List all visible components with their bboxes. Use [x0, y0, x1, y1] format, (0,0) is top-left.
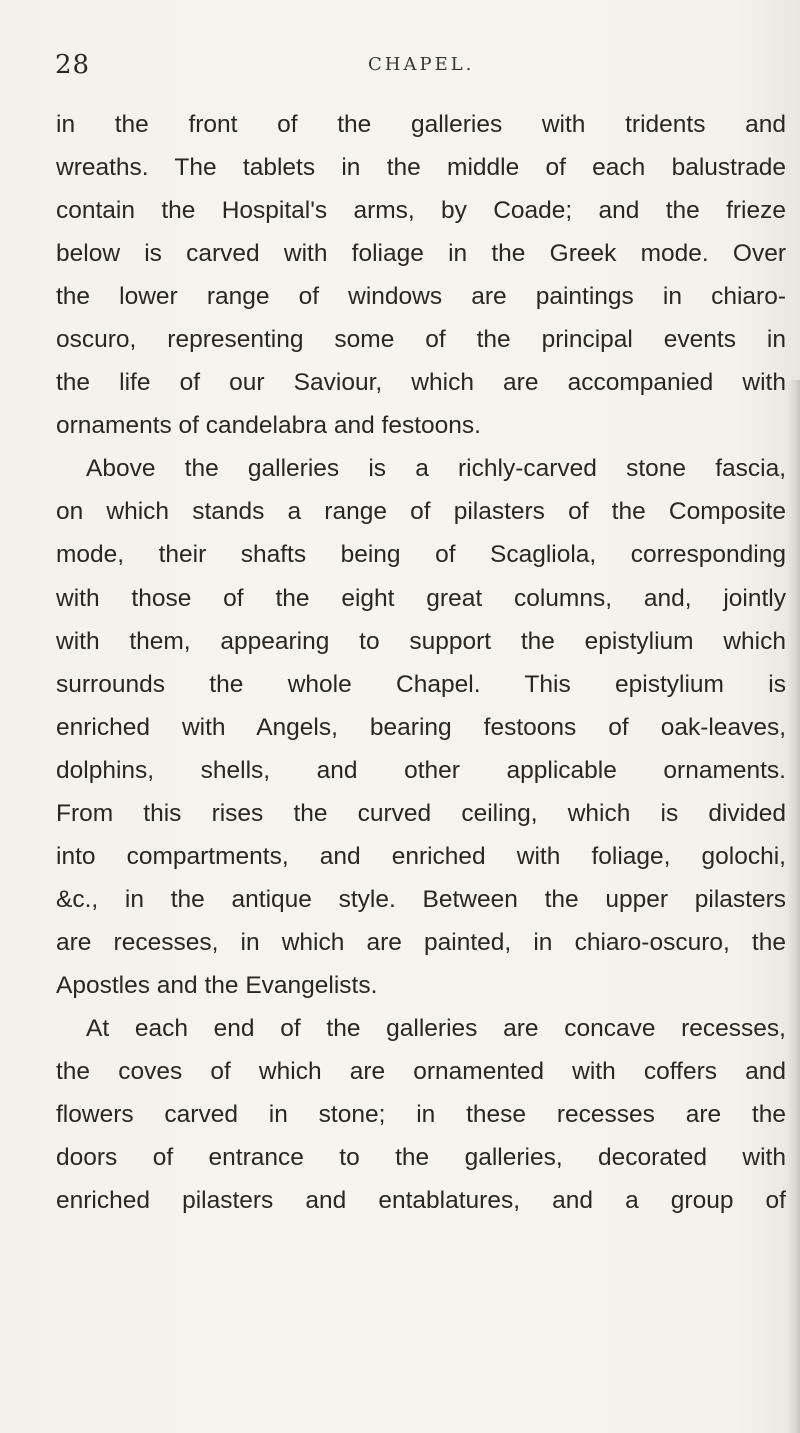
text-line: From this rises the curved ceiling, which is divided — [56, 799, 786, 827]
text-line: dolphins, shells, and other applicable ornaments. — [56, 756, 786, 784]
body-text — [56, 103, 786, 1222]
text-line: contain the Hospital's arms, by Coade; and the frieze — [56, 197, 786, 225]
text-line: below is carved with foliage in the Greek mode. Over — [56, 240, 786, 268]
text-line: At each end of the galleries are concave recesses, — [86, 1014, 786, 1042]
text-line: with those of the eight great columns, and, jointly — [56, 584, 786, 612]
text-line: oscuro, representing some of the principal events in — [56, 326, 786, 354]
running-head: CHAPEL. — [368, 54, 475, 75]
page-edge-shadow — [786, 380, 800, 1433]
text-line: in the front of the galleries with tridents and — [56, 111, 786, 138]
text-line: the life of our Saviour, which are accompanied with — [56, 369, 786, 397]
page-header — [55, 50, 755, 90]
text-line: surrounds the whole Chapel. This epistylium is — [56, 670, 786, 698]
text-line: into compartments, and enriched with foliage, golochi, — [56, 842, 786, 870]
text-line: the coves of which are ornamented with coffers and — [56, 1058, 786, 1086]
page-number: 28 — [55, 50, 91, 80]
text-line: flowers carved in stone; in these recesses are the — [56, 1101, 786, 1129]
text-line: ornaments of candelabra and festoons. — [56, 412, 481, 440]
text-line: mode, their shafts being of Scagliola, corresponding — [56, 541, 786, 569]
text-line: with them, appearing to support the epistylium which — [56, 627, 786, 655]
text-line: &c., in the antique style. Between the upper pilasters — [56, 885, 786, 913]
text-line: on which stands a range of pilasters of the Composite — [56, 498, 786, 526]
text-line: Above the galleries is a richly-carved stone fascia, — [86, 455, 786, 483]
text-line: the lower range of windows are paintings in chiaro- — [56, 283, 786, 311]
text-line: are recesses, in which are painted, in chiaro-oscuro, the — [56, 928, 786, 956]
text-line: enriched pilasters and entablatures, and a group of — [56, 1187, 786, 1215]
text-line: enriched with Angels, bearing festoons of oak-leaves, — [56, 713, 786, 741]
text-line: Apostles and the Evangelists. — [56, 971, 378, 999]
text-line: wreaths. The tablets in the middle of each balustrade — [56, 154, 786, 182]
text-line: doors of entrance to the galleries, decorated with — [56, 1144, 786, 1172]
